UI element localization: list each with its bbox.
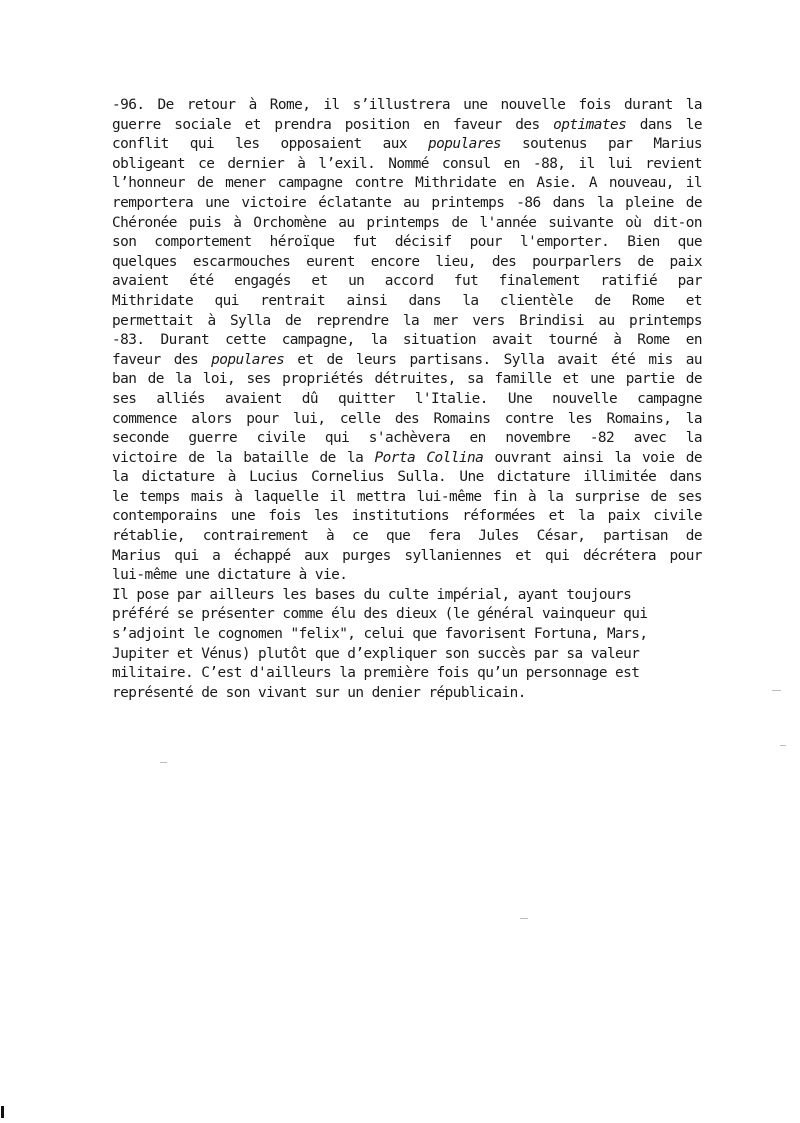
text-line: faveur des populares et de leurs partisans. Sylla avait été mis au xyxy=(112,351,702,368)
text-line: obligeant ce dernier à l’exil. Nommé consul en -88, il lui revient xyxy=(112,155,702,172)
text-line: lui-même une dictature à vie. xyxy=(112,567,348,584)
text-line: Chéronée puis à Orchomène au printemps de l'année suivante où dit-on xyxy=(112,214,702,231)
text-line: -96. De retour à Rome, il s’illustrera une nouvelle fois durant la xyxy=(112,97,702,113)
text-line: avaient été engagés et un accord fut finalement ratifié par xyxy=(112,273,702,290)
italic-term: populares xyxy=(211,351,285,368)
italic-term: optimates xyxy=(553,116,627,133)
text-line: ses alliés avaient dû quitter l'Italie. Une nouvelle campagne xyxy=(112,390,702,407)
text-line: Jupiter et Vénus) plutôt que d’expliquer son succès par sa valeur xyxy=(112,645,640,662)
scan-mark xyxy=(780,745,786,746)
scan-mark xyxy=(520,918,528,919)
body-text xyxy=(112,96,702,703)
text-line: commence alors pour lui, celle des Romains contre les Romains, la xyxy=(112,410,702,427)
text-line: victoire de la bataille de la Porta Collina ouvrant ainsi la voie de xyxy=(112,449,702,466)
text-line: Il pose par ailleurs les bases du culte impérial, ayant toujours xyxy=(112,586,632,603)
text-line: Mithridate qui rentrait ainsi dans la clientèle de Rome et xyxy=(112,292,702,309)
scan-mark xyxy=(772,690,781,691)
text-line: permettait à Sylla de reprendre la mer vers Brindisi au printemps xyxy=(112,312,702,329)
text-line: rétablie, contrairement à ce que fera Jules César, partisan de xyxy=(112,528,702,545)
scan-mark xyxy=(160,762,167,763)
text-line: ban de la loi, ses propriétés détruites, sa famille et une partie de xyxy=(112,371,702,388)
italic-term: Porta Collina xyxy=(374,449,484,466)
text-line: guerre sociale et prendra position en faveur des optimates dans le xyxy=(112,116,702,133)
text-line: remportera une victoire éclatante au printemps -86 dans la pleine de xyxy=(112,194,702,211)
text-line: préféré se présenter comme élu des dieux (le général vainqueur qui xyxy=(112,606,648,623)
text-line: quelques escarmouches eurent encore lieu, des pourparlers de paix xyxy=(112,253,702,270)
text-line: l’honneur de mener campagne contre Mithridate en Asie. A nouveau, il xyxy=(112,175,702,192)
text-line: contemporains une fois les institutions réformées et la paix civile xyxy=(112,508,702,525)
text-line: la dictature à Lucius Cornelius Sulla. Une dictature illimitée dans xyxy=(112,469,702,486)
text-line: représenté de son vivant sur un denier républicain. xyxy=(112,684,526,701)
text-line: Marius qui a échappé aux purges syllaniennes et qui décrétera pour xyxy=(112,547,702,564)
text-line: militaire. C’est d'ailleurs la première fois qu’un personnage est xyxy=(112,665,640,682)
text-line: son comportement héroïque fut décisif pour l'emporter. Bien que xyxy=(112,234,702,251)
text-line: s’adjoint le cognomen "felix", celui que favorisent Fortuna, Mars, xyxy=(112,626,648,643)
text-line: conflit qui les opposaient aux populares soutenus par Marius xyxy=(112,136,703,153)
text-line: le temps mais à laquelle il mettra lui-même fin à la surprise de ses xyxy=(112,488,702,505)
scan-edge-mark xyxy=(1,1106,4,1118)
italic-term: populares xyxy=(428,136,502,153)
text-line: seconde guerre civile qui s'achèvera en novembre -82 avec la xyxy=(112,430,702,447)
text-line: -83. Durant cette campagne, la situation avait tourné à Rome en xyxy=(112,332,702,349)
